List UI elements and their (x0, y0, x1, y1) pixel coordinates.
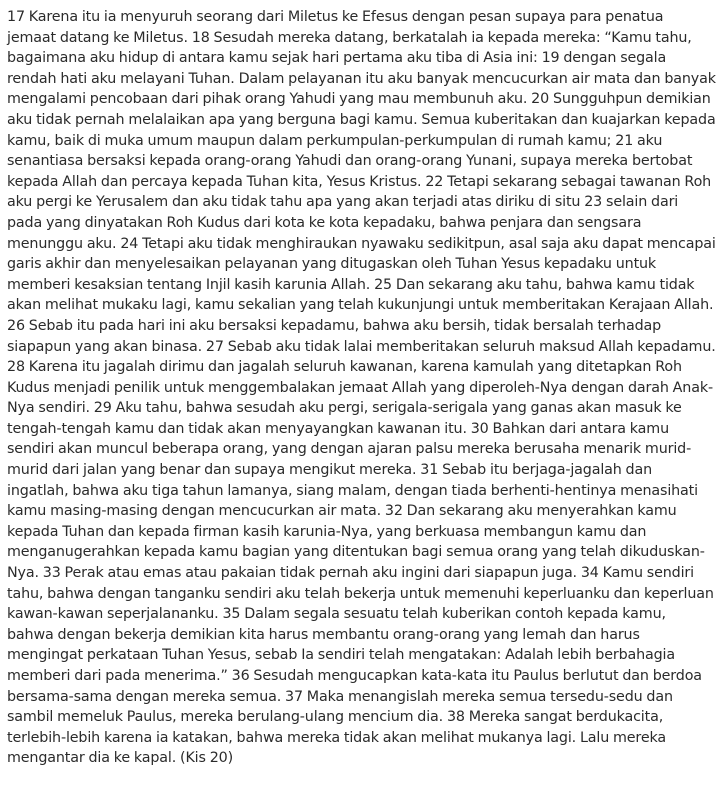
scripture-passage: 17 Karena itu ia menyuruh seorang dari Miletus ke Efesus dengan pesan supaya para penatua jemaat datang ke Miletus. 18 Sesudah mereka datang, berkatalah ia kepada mereka: “Kamu tahu, bagaimana aku hidup di antara kamu sejak hari pertama aku tiba di Asia ini: 19 dengan segala rendah hati aku melayani Tuhan. Dalam pelayanan itu aku banyak mencucurkan air mata dan banyak mengalami pencobaan dari pihak orang Yahudi yang mau membunuh aku. 20 Sungguhpun demikian aku tidak pernah melalaikan apa yang berguna bagi kamu. Semua kuberitakan dan kuajarkan kepada kamu, baik di muka umum maupun dalam perkumpulan-perkumpulan di rumah kamu; 21 aku senantiasa bersaksi kepada orang-orang Yahudi dan orang-orang Yunani, supaya mereka bertobat kepada Allah dan percaya kepada Tuhan kita, Yesus Kristus. 22 Tetapi sekarang sebagai tawanan Roh aku pergi ke Yerusalem dan aku tidak tahu apa yang akan terjadi atas diriku di situ 23 selain dari pada yang dinyatakan Roh Kudus dari kota ke kota kepadaku, bahwa penjara dan sengsara menunggu aku. 24 Tetapi aku tidak menghiraukan nyawaku sedikitpun, asal saja aku dapat mencapai garis akhir dan menyelesaikan pelayanan yang ditugaskan oleh Tuhan Yesus kepadaku untuk memberi kesaksian tentang Injil kasih karunia Allah. 25 Dan sekarang aku tahu, bahwa kamu tidak akan melihat mukaku lagi, kamu sekalian yang telah kukunjungi untuk memberitakan Kerajaan Allah. 26 Sebab itu pada hari ini aku bersaksi kepadamu, bahwa aku bersih, tidak bersalah terhadap siapapun yang akan binasa. 27 Sebab aku tidak lalai memberitakan seluruh maksud Allah kepadamu. 28 Karena itu jagalah dirimu dan jagalah seluruh kawanan, karena kamulah yang ditetapkan Roh Kudus menjadi penilik untuk menggembalakan jemaat Allah yang diperoleh-Nya dengan darah Anak-Nya sendiri. 29 Aku tahu, bahwa sesudah aku pergi, serigala-serigala yang ganas akan masuk ke tengah-tengah kamu dan tidak akan menyayangkan kawanan itu. 30 Bahkan dari antara kamu sendiri akan muncul beberapa orang, yang dengan ajaran palsu mereka berusaha menarik murid-murid dari jalan yang benar dan supaya mengikut mereka. 31 Sebab itu berjaga-jagalah dan ingatlah, bahwa aku tiga tahun lamanya, siang malam, dengan tiada berhenti-hentinya menasihati kamu masing-masing dengan mencucurkan air mata. 32 Dan sekarang aku menyerahkan kamu kepada Tuhan dan kepada firman kasih karunia-Nya, yang berkuasa membangun kamu dan menganugerahkan kepada kamu bagian yang ditentukan bagi semua orang yang telah dikuduskan-Nya. 33 Perak atau emas atau pakaian tidak pernah aku ingini dari siapapun juga. 34 Kamu sendiri tahu, bahwa dengan tanganku sendiri aku telah bekerja untuk memenuhi keperluanku dan keperluan kawan-kawan seperjalananku. 35 Dalam segala sesuatu telah kuberikan contoh kepada kamu, bahwa dengan bekerja demikian kita harus membantu orang-orang yang lemah dan harus mengingat perkataan Tuhan Yesus, sebab Ia sendiri telah mengatakan: Adalah lebih berbahagia memberi dari pada menerima.” 36 Sesudah mengucapkan kata-kata itu Paulus berlutut dan berdoa bersama-sama dengan mereka semua. 37 Maka menangislah mereka semua tersedu-sedu dan sambil memeluk Paulus, mereka berulang-ulang mencium dia. 38 Mereka sangat berdukacita, terlebih-lebih karena ia katakan, bahwa mereka tidak akan melihat mukanya lagi. Lalu mereka mengantar dia ke kapal. (Kis 20) (7, 9, 716, 767)
